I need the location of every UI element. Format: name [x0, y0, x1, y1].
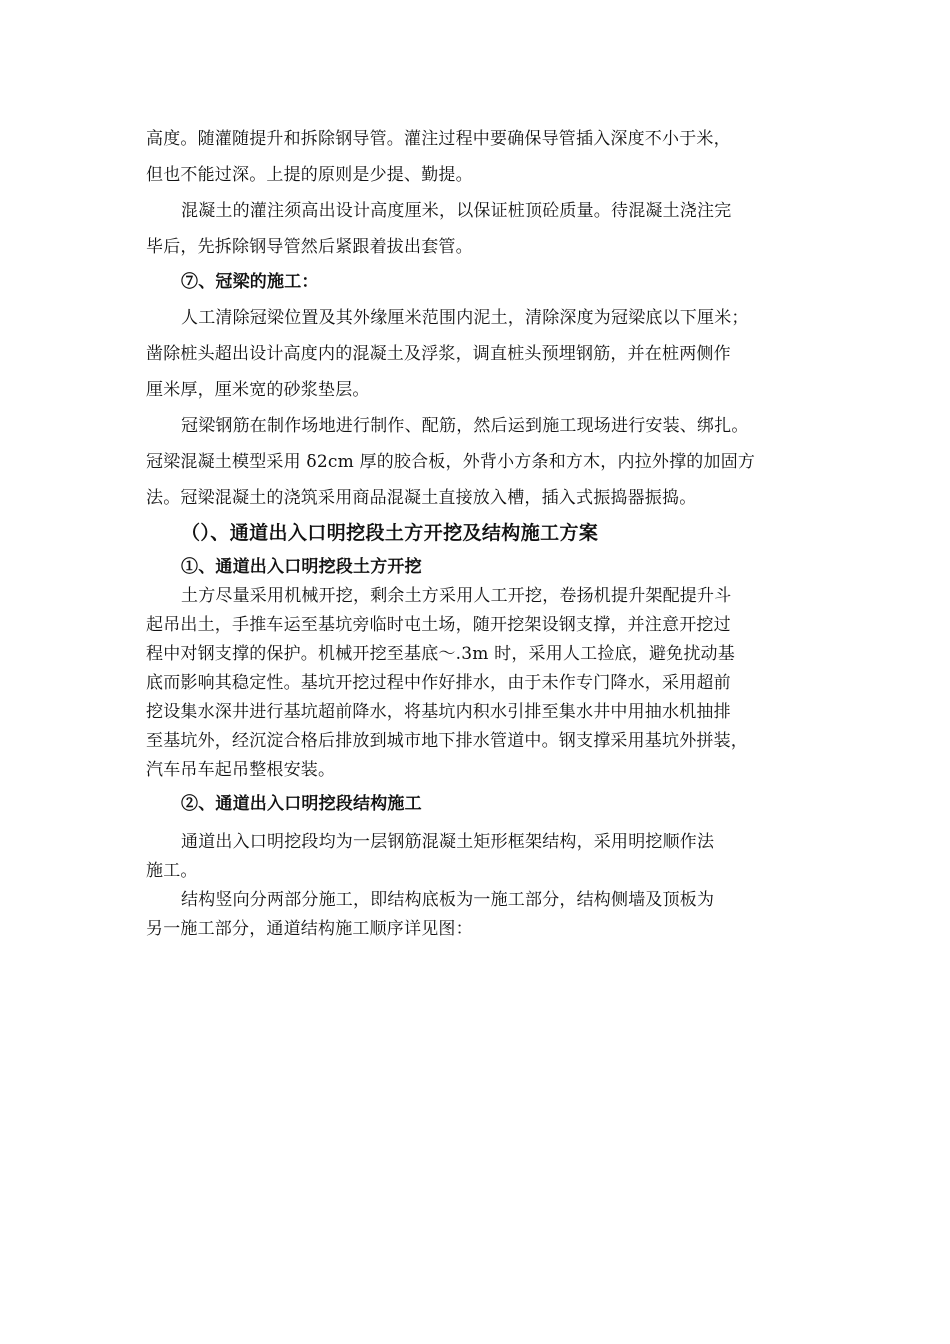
subheading-excavation: ①、通道出入口明挖段土方开挖	[181, 557, 422, 577]
paragraph-line: 另一施工部分，通道结构施工顺序详见图：	[146, 919, 473, 939]
paragraph-line: 挖设集水深井进行基坑超前降水，将基坑内积水引排至集水井中用抽水机抽排	[146, 702, 731, 722]
paragraph-line: 程中对钢支撑的保护。机械开挖至基底～.3m 时，采用人工捡底，避免扰动基	[146, 644, 735, 664]
paragraph-line: 混凝土的灌注须高出设计高度厘米，以保证桩顶砼质量。待混凝土浇注完	[181, 201, 732, 221]
paragraph-line: 施工。	[146, 861, 198, 881]
capping-beam-heading: ⑦、冠梁的施工：	[181, 272, 319, 292]
paragraph-line: 汽车吊车起吊整根安装。	[146, 760, 336, 780]
paragraph-line: 冠梁钢筋在制作场地进行制作、配筋，然后运到施工现场进行安装、绑扎。	[181, 416, 749, 436]
paragraph-line: 人工清除冠梁位置及其外缘厘米范围内泥土，清除深度为冠梁底以下厘米；	[181, 308, 749, 328]
subheading-structure: ②、通道出入口明挖段结构施工	[181, 794, 422, 814]
paragraph-line: 通道出入口明挖段均为一层钢筋混凝土矩形框架结构，采用明挖顺作法	[181, 832, 715, 852]
section-heading: （）、通道出入口明挖段土方开挖及结构施工方案	[181, 522, 599, 544]
paragraph-line: 高度。随灌随提升和拆除钢导管。灌注过程中要确保导管插入深度不小于米，	[146, 129, 731, 149]
paragraph-line: 底而影响其稳定性。基坑开挖过程中作好排水，由于未作专门降水，采用超前	[146, 673, 731, 693]
paragraph-line: 凿除桩头超出设计高度内的混凝土及浮浆，调直桩头预埋钢筋，并在桩两侧作	[146, 344, 731, 364]
paragraph-line: 冠梁混凝土模型采用 δ2cm 厚的胶合板，外背小方条和方木，内拉外撑的加固方	[146, 452, 756, 472]
paragraph-line: 至基坑外，经沉淀合格后排放到城市地下排水管道中。钢支撑采用基坑外拼装，	[146, 731, 748, 751]
paragraph-line: 结构竖向分两部分施工，即结构底板为一施工部分，结构侧墙及顶板为	[181, 890, 715, 910]
paragraph-line: 但也不能过深。上提的原则是少提、勤提。	[146, 165, 473, 185]
paragraph-line: 厘米厚，厘米宽的砂浆垫层。	[146, 380, 370, 400]
paragraph-line: 毕后，先拆除钢导管然后紧跟着拔出套管。	[146, 237, 473, 257]
paragraph-line: 法。冠梁混凝土的浇筑采用商品混凝土直接放入槽，插入式振捣器振捣。	[146, 488, 697, 508]
paragraph-line: 土方尽量采用机械开挖，剩余土方采用人工开挖，卷扬机提升架配提升斗	[181, 586, 732, 606]
paragraph-line: 起吊出土，手推车运至基坑旁临时屯土场，随开挖架设钢支撑，并注意开挖过	[146, 615, 731, 635]
